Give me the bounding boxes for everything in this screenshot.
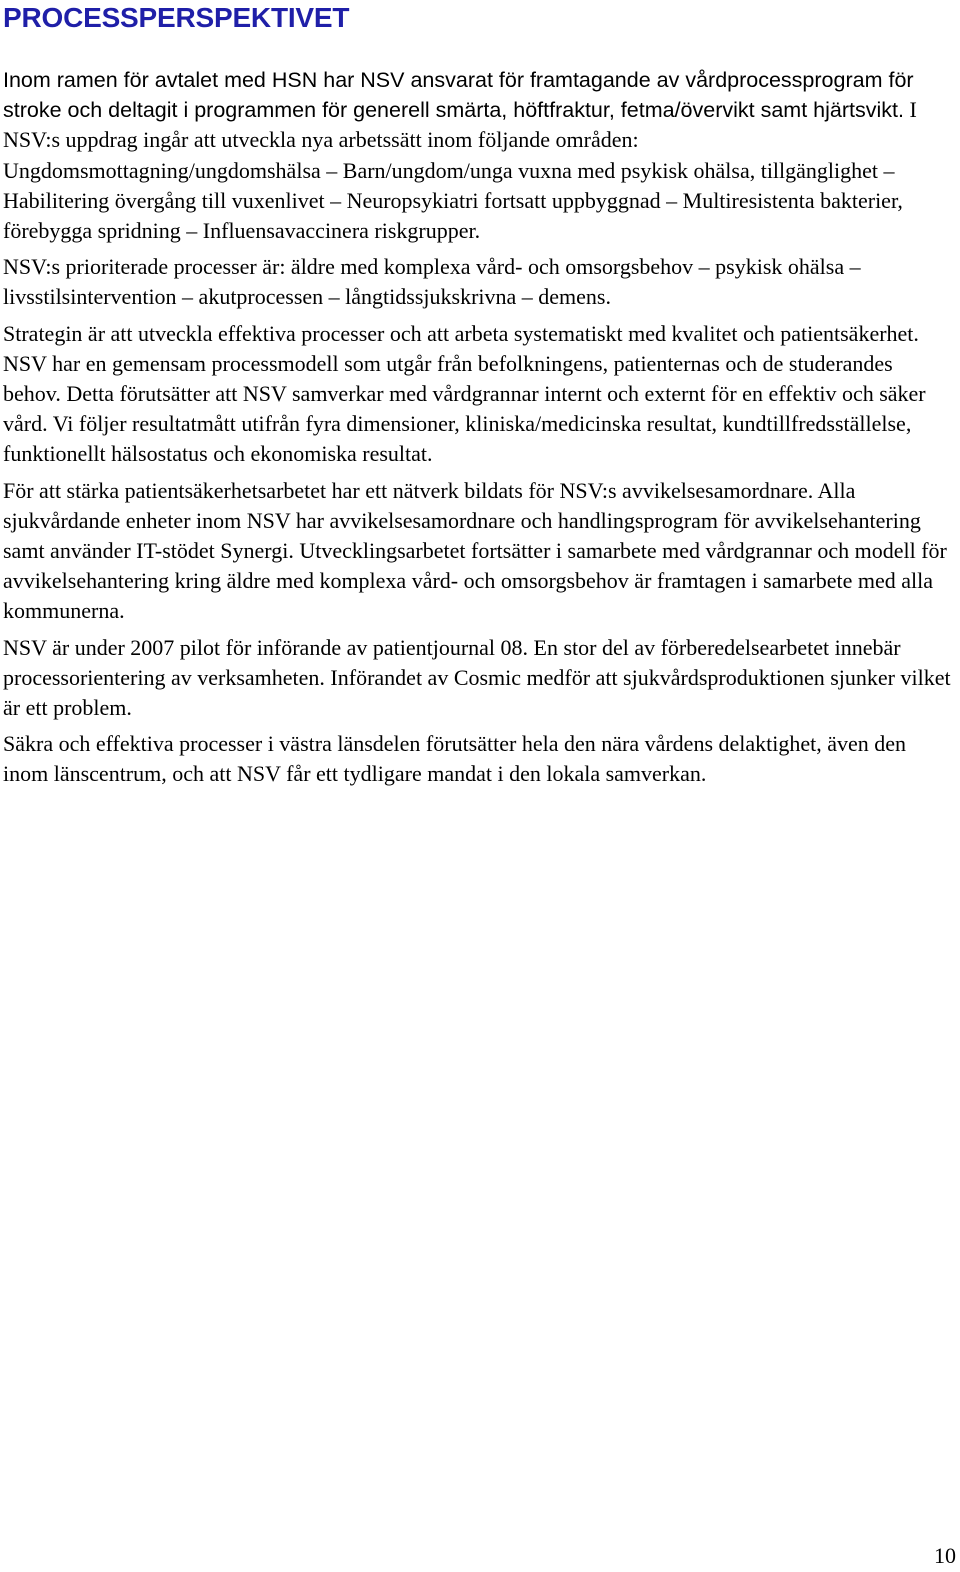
page-number: 10 (934, 1543, 956, 1568)
paragraph-patient-journal: NSV är under 2007 pilot för införande av patientjournal 08. En stor del av förberedelsearbetet innebär processorientering av verksamheten. Införandet av Cosmic medför att sjukvårdsproduktionen sjunker vilket är ett problem. (3, 634, 951, 721)
paragraph-western-region: Säkra och effektiva processer i västra länsdelen förutsätter hela den nära vårdens delaktighet, även den inom länscentrum, och att NSV får ett tydligare mandat i den lokala samverkan. (3, 731, 907, 787)
section-heading: PROCESSPERSPEKTIVET (3, 2, 350, 33)
paragraph-strategy: Strategin är att utveckla effektiva processer och att arbeta systematiskt med kvalitet och patientsäkerhet. NSV har en gemensam processmodell som utgår från befolkningens, patienternas och de studerandes behov. Detta förutsätter att NSV samverkar med vårdgrannar internt och externt för en effektiv och säker vård. Vi följer resultatmått utifrån fyra dimensioner, kliniska/medicinska resultat, kundtillfredsställelse, funktionellt hälsostatus och ekonomiska resultat. (3, 320, 926, 467)
paragraph-patient-safety: För att stärka patientsäkerhetsarbetet har ett nätverk bildats för NSV:s avvikelsesamordnare. Alla sjukvårdande enheter inom NSV har avvikelsesamordnare och handlingsprogram för avvikelsehantering samt använder IT-stödet Synergi. Utvecklingsarbetet fortsätter i samarbete med vårdgrannar och modell för avvikelsehantering kring äldre med komplexa vård- och omsorgsbehov är framtagen i samarbete med alla kommunerna. (3, 477, 947, 624)
paragraph-priorities: NSV:s prioriterade processer är: äldre med komplexa vård- och omsorgsbehov – psykisk ohälsa – livsstilsintervention – akutprocessen – långtidssjukskrivna – demens. (3, 254, 861, 310)
body-text (3, 65, 953, 796)
paragraph-intro-sans-text: Inom ramen för avtalet med HSN har NSV ansvarat för framtagande av vårdprocessprogram för stroke och deltagit i programmen för generell smärta, höftfraktur, fetma/övervikt samt hjärtsvikt. (3, 68, 914, 123)
paragraph-intro (3, 65, 953, 246)
paragraph-intro-serif-text: I NSV:s uppdrag ingår att utveckla nya arbetssätt inom följande områden: Ungdomsmottagning/ungdomshälsa – Barn/ungdom/unga vuxna med psykisk ohälsa, tillgänglighet – Habilitering övergång till vuxenlivet – Neuropsykiatri fortsatt uppbyggnad – Multiresistenta bakterier, förebygga spridning – Influensavaccinera riskgrupper. (3, 97, 917, 244)
